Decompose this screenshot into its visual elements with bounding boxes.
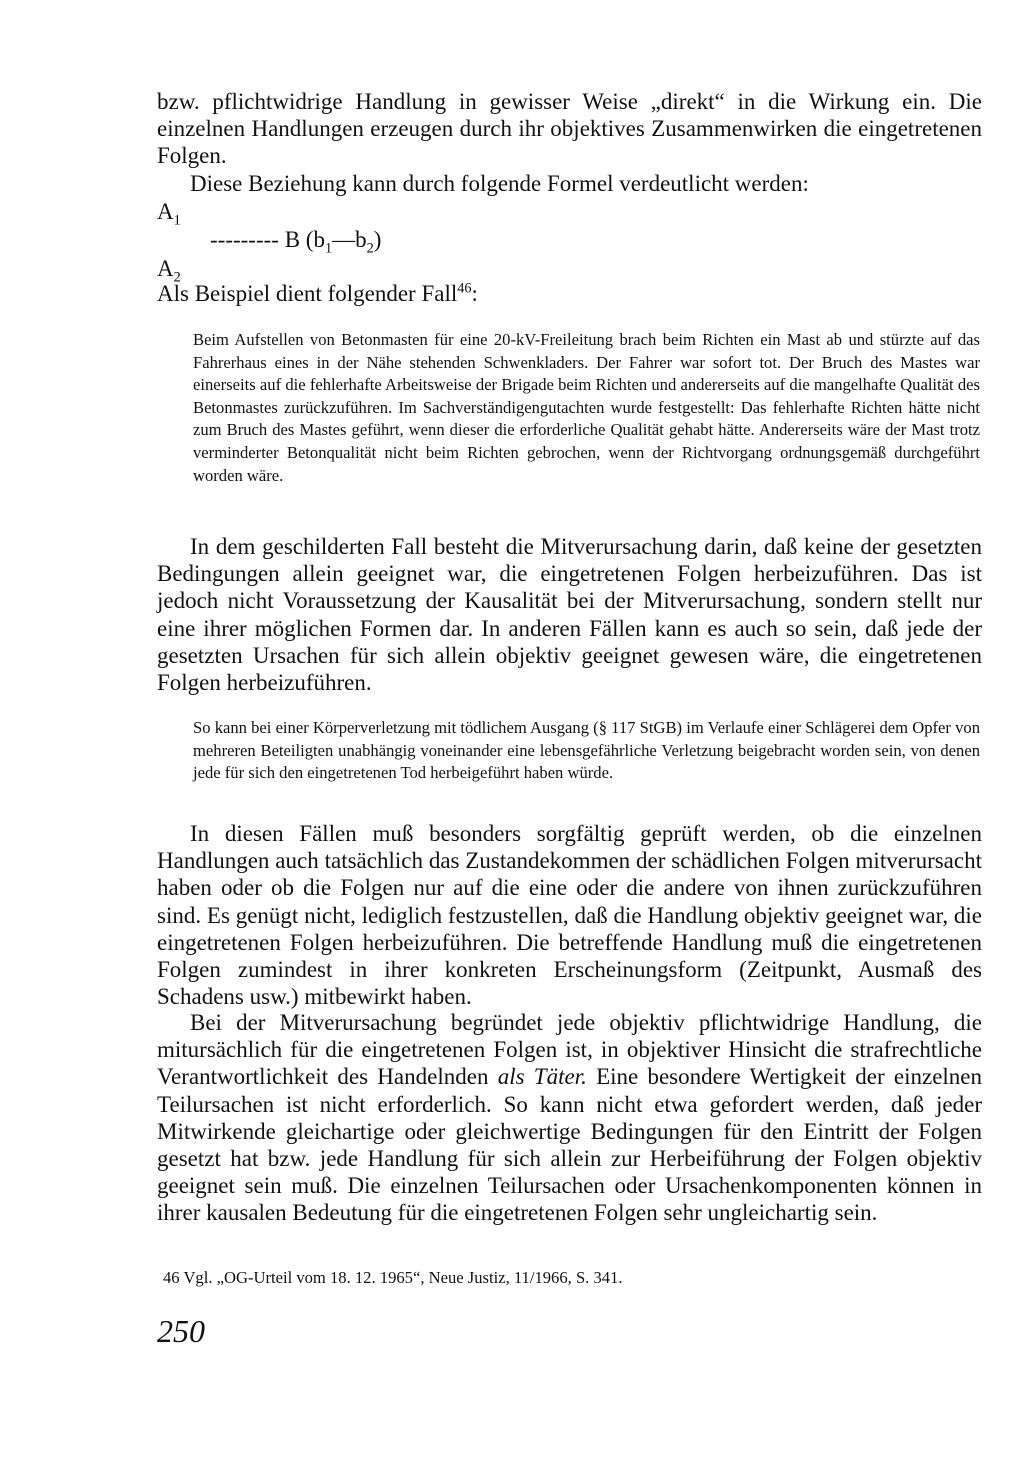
formula-a1-letter: A: [157, 199, 174, 224]
formula-dashes: ---------: [210, 227, 279, 252]
formula-a2-letter: A: [157, 256, 174, 281]
taeter-text-b: Eine besondere Wertigkeit der einzelnen Teilursachen ist nicht erforderlich. So kann nicht etwa gefordert werden, daß jeder Mitwirkende gleichartige oder gleichwertige Bedingungen für den Eintritt der Folgen gesetzt hat bzw. jede Handlung für sich allein zur Herbeiführung der Folgen objektiv geeignet sein muß. Die einzelnen Teilursachen oder Ursachenkomponenten können in ihrer kausalen Bedeutung für die eingetretenen Folgen sehr ungleichartig sein.: [157, 1064, 983, 1226]
taeter-text-a: Bei der Mitverursachung begründet jede objektiv pflichtwidrige Handlung, die mitursächlich für die eingetretenen Folgen ist, in objektiver Hinsicht die strafrechtliche Verantwortlichkeit des Handelnden: [157, 1010, 982, 1090]
case-example: Beim Aufstellen von Betonmasten für eine 20-kV-Freileitung brach beim Richten ein Mast ab und stürzte auf das Fahrerhaus eines in der Nähe stehenden Schwenkladers. Der Fahrer war sofort tot. Der Bruch des Mastes war einerseits auf die fehlerhafte Arbeitsweise der Brigade beim Richten und andererseits auf die mangelhafte Qualität des Betonmastes zurückzuführen. Im Sachverständigengutachten wurde festgestellt: Das fehlerhafte Richten hätte nicht zum Bruch des Mastes geführt, wenn dieser die erforderliche Qualität gehabt hätte. Andererseits wäre der Mast trotz verminderter Betonqualität nicht beim Richten gebrochen, wenn der Richtvorgang ordnungsgemäß durchgeführt worden wäre.: [193, 330, 980, 485]
footnote-ref-46: 46: [457, 280, 472, 297]
formula-b: B (b: [284, 227, 325, 252]
formula-a2-sub: 2: [173, 269, 181, 286]
footnote-46: 46 Vgl. „OG-Urteil vom 18. 12. 1965“, Neue Justiz, 11/1966, S. 341.: [163, 1268, 623, 1287]
formula-main: [210, 226, 610, 257]
quote-koerperverletzung: So kann bei einer Körperverletzung mit tödlichem Ausgang (§ 117 StGB) im Verlaufe einer Schlägerei dem Opfer von mehreren Beteiligten unabhängig voneinander eine lebensgefährliche Verletzung beigebracht worden sein, von denen jede für sich den eingetretenen Tod herbeigeführt haben würde.: [193, 718, 980, 783]
example-intro: [157, 280, 982, 307]
paragraph-mitverursachung: In dem geschilderten Fall besteht die Mitverursachung darin, daß keine der gesetzten Bedingungen allein geeignet war, die eingetretenen Folgen herbeizuführen. Das ist jedoch nicht Voraussetzung der Kausalität bei der Mitverursachung, sondern stellt nur eine ihrer möglichen Formen dar. In anderen Fällen kann es auch so sein, daß jede der gesetzten Ursachen für sich allein objektiv geeignet gewesen wäre, die eingetretenen Folgen herbeizuführen.: [157, 534, 982, 696]
example-colon: :: [471, 281, 478, 306]
paragraph-pruefung: In diesen Fällen muß besonders sorgfältig geprüft werden, ob die einzelnen Handlungen auch tatsächlich das Zustandekommen der schädlichen Folgen mitverursacht haben oder ob die Folgen nur auf die eine oder die andere von ihnen zurückzuführen sind. Es genügt nicht, lediglich festzustellen, daß die Handlung objektiv geeignet war, die eingetretenen Folgen herbeizuführen. Die betreffende Handlung muß die eingetretenen Folgen zumindest in ihrer konkreten Erscheinungsform (Zeitpunkt, Ausmaß des Schadens usw.) mitbewirkt haben.: [157, 821, 982, 1010]
example-intro-text: Als Beispiel dient folgender Fall: [157, 281, 458, 306]
formula-a2: [157, 255, 982, 286]
page-number: 250: [157, 1313, 205, 1349]
formula-close: ): [373, 227, 382, 252]
formula-intro: Diese Beziehung kann durch folgende Formel verdeutlicht werden:: [190, 171, 809, 196]
formula-b1-sub: 1: [324, 240, 333, 257]
formula-a1: [157, 198, 982, 229]
paragraph-intro: bzw. pflichtwidrige Handlung in gewisser Weise „direkt“ in die Wirkung ein. Die einzelnen Handlungen erzeugen durch ihr objektives Zusammenwirken die eingetretenen Folgen.: [157, 89, 982, 169]
formula-a1-sub: 1: [173, 212, 181, 229]
formula-minus: —b: [332, 227, 367, 252]
formula-b2-sub: 2: [366, 240, 374, 257]
paragraph-taeter: [157, 1009, 982, 1227]
taeter-emphasis: als Täter.: [497, 1064, 587, 1090]
